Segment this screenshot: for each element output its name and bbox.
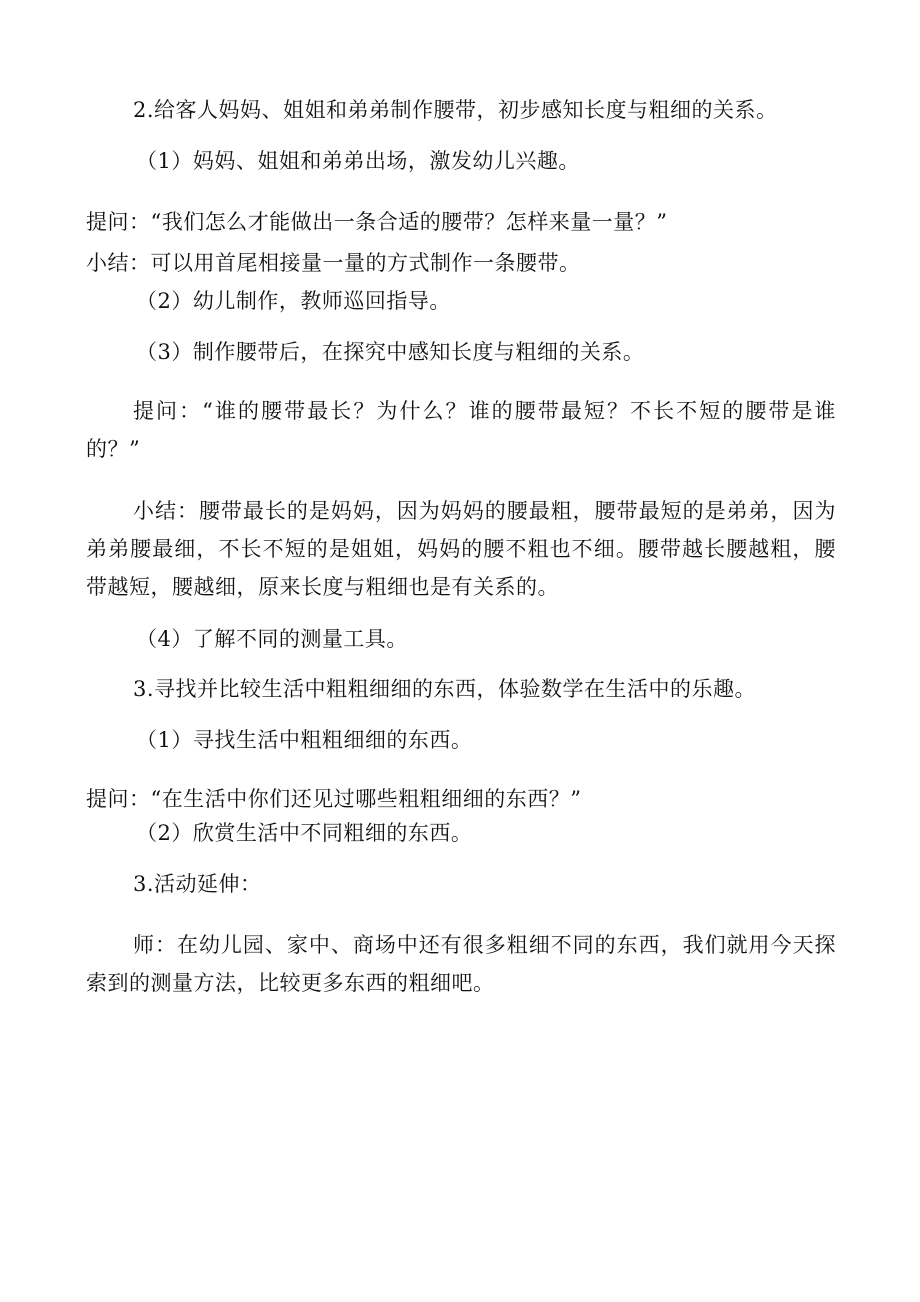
section-3-step-2-text: （2）欣赏生活中不同粗细的东西。 (136, 821, 473, 845)
step-2-text: （2）幼儿制作，教师巡回指导。 (136, 289, 451, 313)
step-3-text: （3）制作腰带后，在探究中感知长度与粗细的关系。 (136, 340, 645, 364)
summary-2-paragraph: 小结：腰带最长的是妈妈，因为妈妈的腰最粗，腰带最短的是弟弟，因为弟弟腰最细，不长不短的是姐姐，妈妈的腰不粗也不细。腰带越长腰越粗，腰带越短，腰越细，原来长度与粗细也是有关系的。 (86, 499, 836, 599)
summary-1-text: 小结：可以用首尾相接量一量的方式制作一条腰带。 (86, 251, 581, 275)
question-3-text: 提问：“在生活中你们还见过哪些粗粗细细的东西？” (86, 787, 582, 811)
activity-extension-heading: 3.活动延伸： (133, 872, 262, 896)
step-4-text: （4）了解不同的测量工具。 (136, 627, 408, 651)
section-3-step-1-text: （1）寻找生活中粗粗细细的东西。 (136, 728, 473, 752)
section-2-heading: 2.给客人妈妈、姐姐和弟弟制作腰带，初步感知长度与粗细的关系。 (133, 98, 778, 122)
question-2-paragraph: 提问：“谁的腰带最长？为什么？谁的腰带最短？不长不短的腰带是谁的？” (86, 399, 836, 461)
section-3-heading: 3.寻找并比较生活中粗粗细细的东西，体验数学在生活中的乐趣。 (133, 677, 757, 701)
teacher-closing-paragraph: 师：在幼儿园、家中、商场中还有很多粗细不同的东西，我们就用今天探索到的测量方法，比较更多东西的粗细吧。 (86, 933, 836, 995)
question-1-text: 提问：“我们怎么才能做出一条合适的腰带？怎样来量一量？” (86, 210, 668, 234)
step-1-text: （1）妈妈、姐姐和弟弟出场，激发幼儿兴趣。 (136, 149, 580, 173)
